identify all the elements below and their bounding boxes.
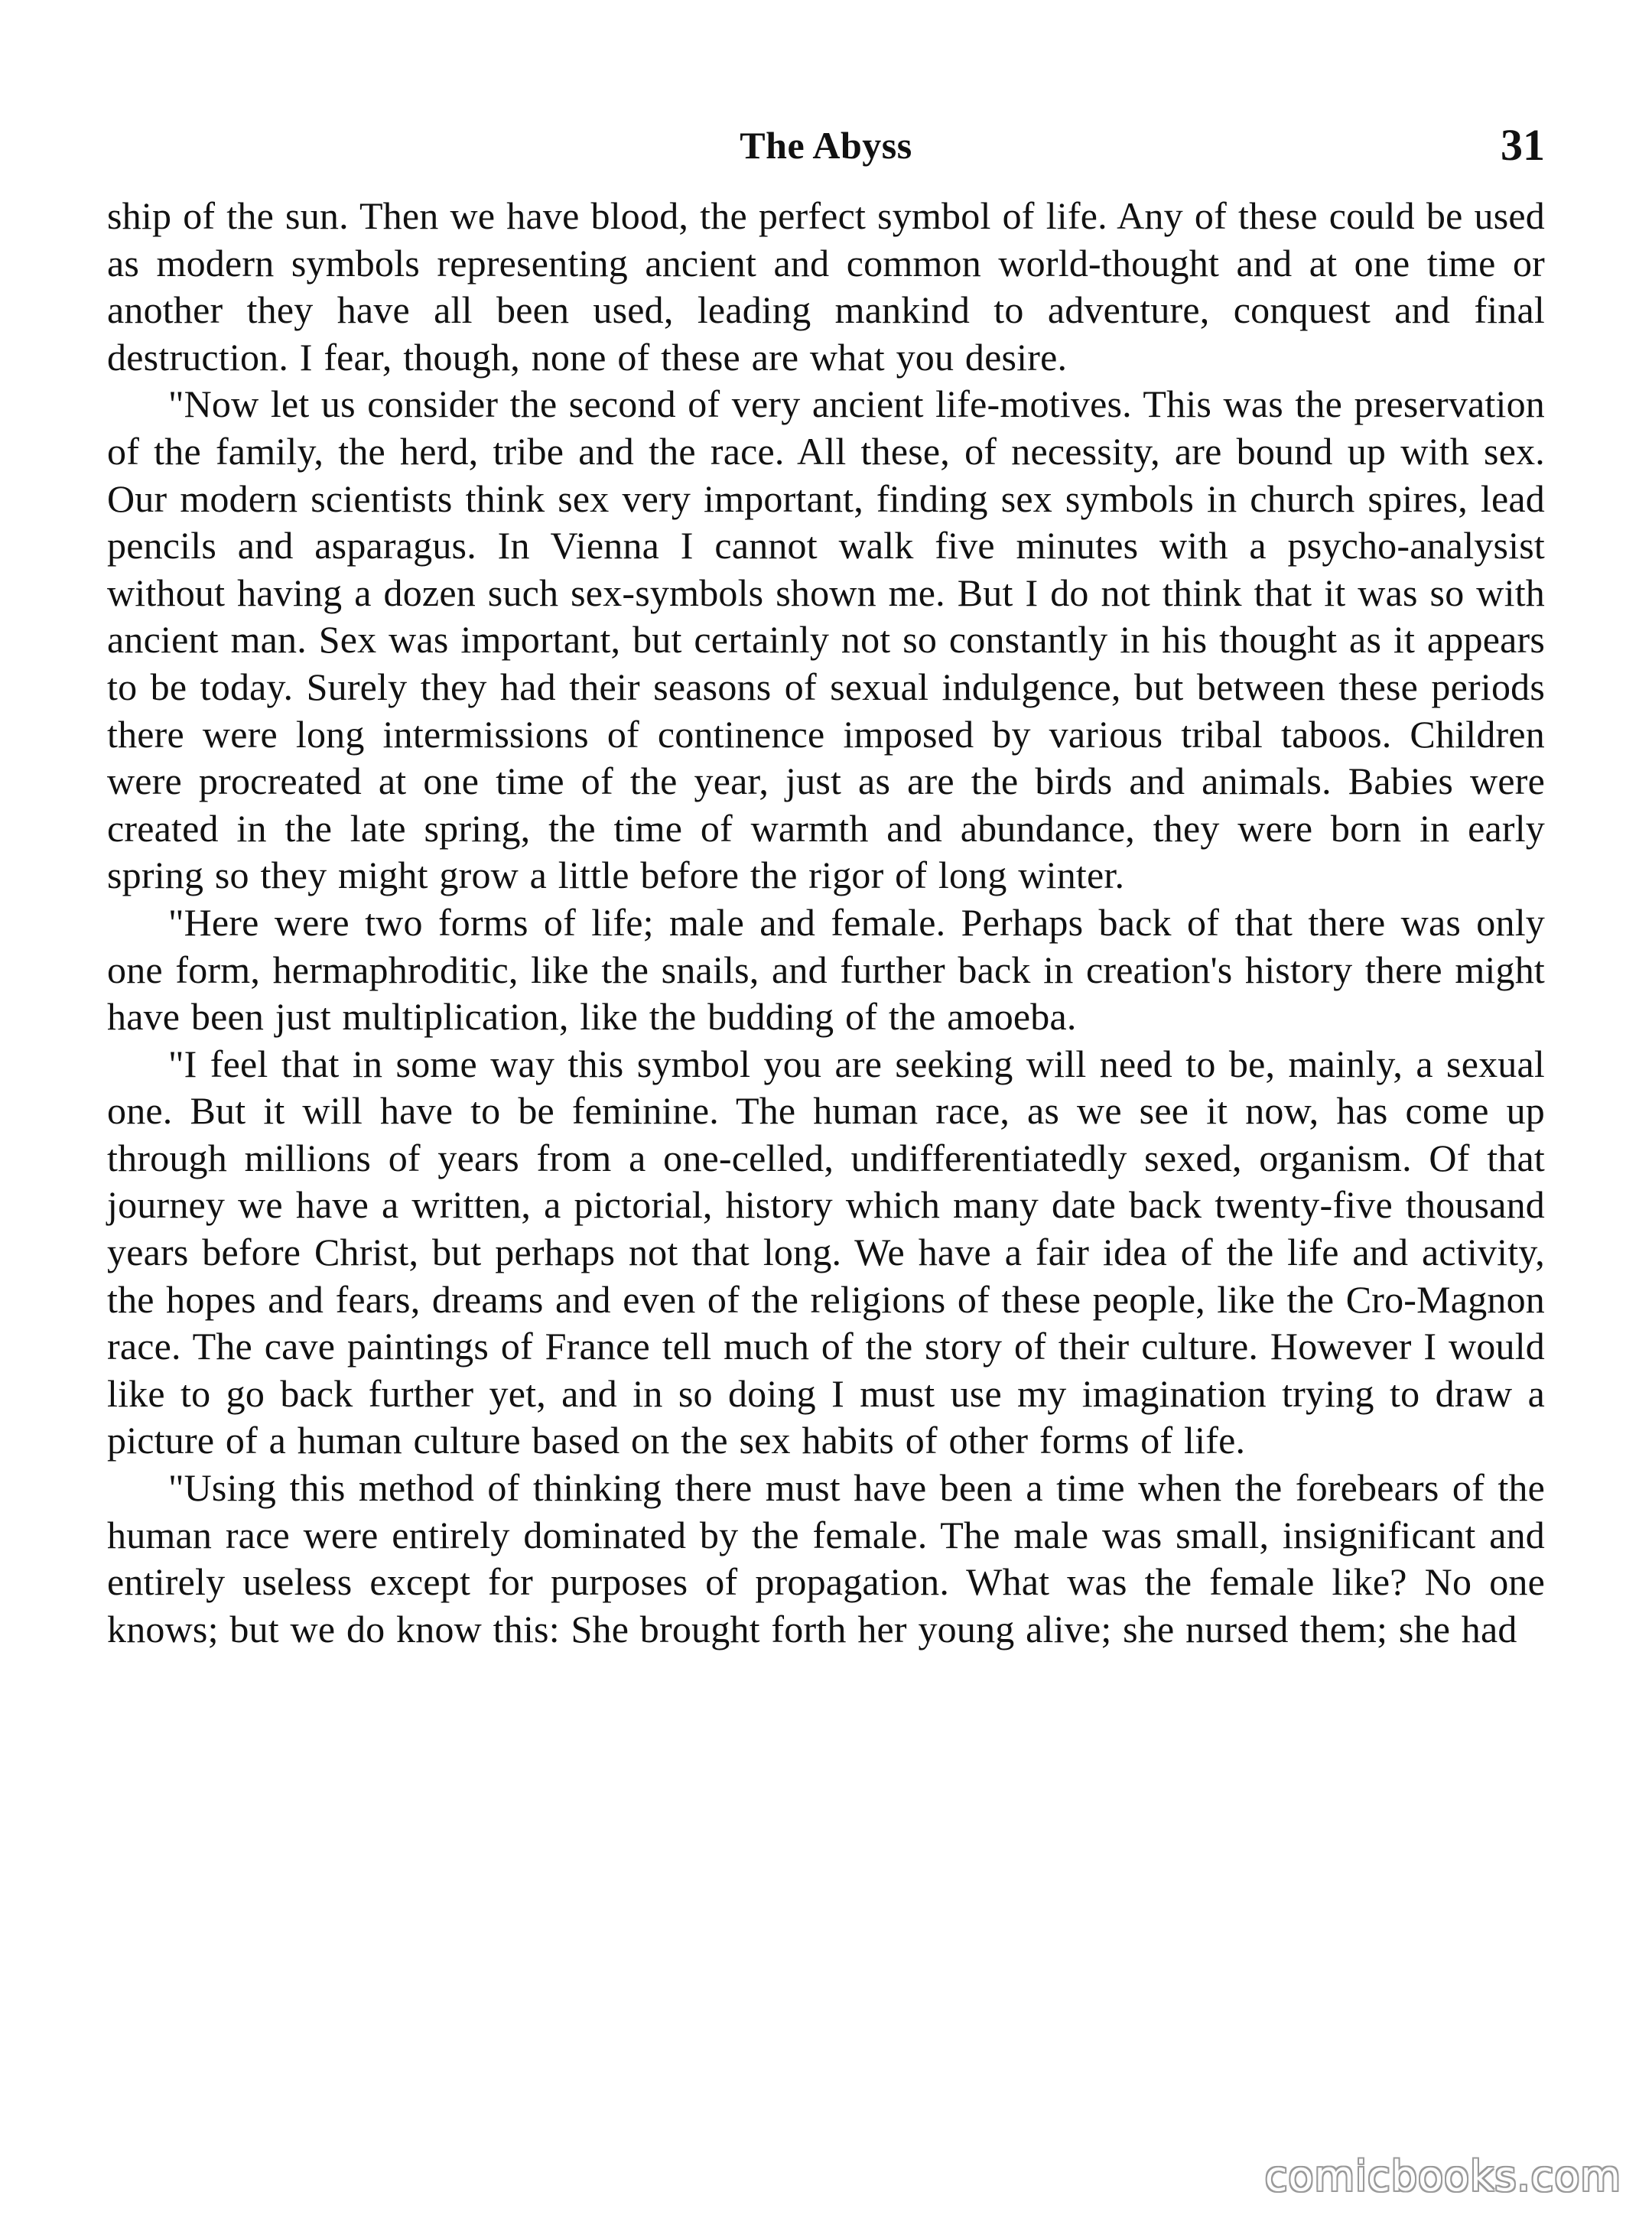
running-title: The Abyss [740, 124, 912, 167]
paragraph-life-motives: "Now let us consider the second of very ancient life-motives. This was the preservation of the family, the herd, tribe and the race. All these, of necessity, are bound up with sex. Our modern scientists think sex very important, finding sex symbols in church spires, lead pencils and asparagus. In Vienna I cannot walk five minutes with a psycho-analysist without having a dozen such sex-symbols shown me. But I do not think that it was so with ancient man. Sex was important, but certainly not so constantly in his thought as it appears to be today. Surely they had their seasons of sexual indulgence, but between these periods there were long intermissions of continence imposed by various tribal taboos. Children were procreated at one time of the year, just as are the birds and animals. Babies were created in the late spring, the time of warmth and abundance, they were born in early spring so they might grow a little before the rigor of long winter. [107, 382, 1545, 897]
watermark: comicbooks.com [1264, 2152, 1621, 2200]
paragraph-two-forms: "Here were two forms of life; male and female. Perhaps back of that there was only one form, hermaphroditic, like the snails, and further back in creation's history there might have been just multiplication, like the budding of the amoeba. [107, 900, 1545, 1039]
page-number: 31 [1501, 120, 1545, 170]
paragraph-method: "Using this method of thinking there must have been a time when the forebears of the human race were entirely dominated by the female. The male was small, insignificant and entirely useless except for purposes of propagation. What was the female like? No one knows; but we do know this: She brought forth her young alive; she nursed them; she had [107, 1466, 1545, 1650]
running-header [107, 115, 1545, 176]
paragraph-continued: ship of the sun. Then we have blood, the perfect symbol of life. Any of these could be used as modern symbols representing ancient and common world-thought and at one time or another they have all been used, leading mankind to adventure, conquest and final destruction. I fear, though, none of these are what you desire. [107, 194, 1545, 379]
body-text [107, 193, 1545, 1653]
paragraph-symbol: "I feel that in some way this symbol you are seeking will need to be, mainly, a sexual one. But it will have to be feminine. The human race, as we see it now, has come up through millions of years from a one-celled, undifferentiatedly sexed, organism. Of that journey we have a written, a pictorial, history which many date back twenty-five thousand years before Christ, but perhaps not that long. We have a fair idea of the life and activity, the hopes and fears, dreams and even of the religions of these people, like the Cro-Magnon race. The cave paintings of France tell much of the story of their culture. However I would like to go back further yet, and in so doing I must use my imagination trying to draw a picture of a human culture based on the sex habits of other forms of life. [107, 1042, 1545, 1462]
